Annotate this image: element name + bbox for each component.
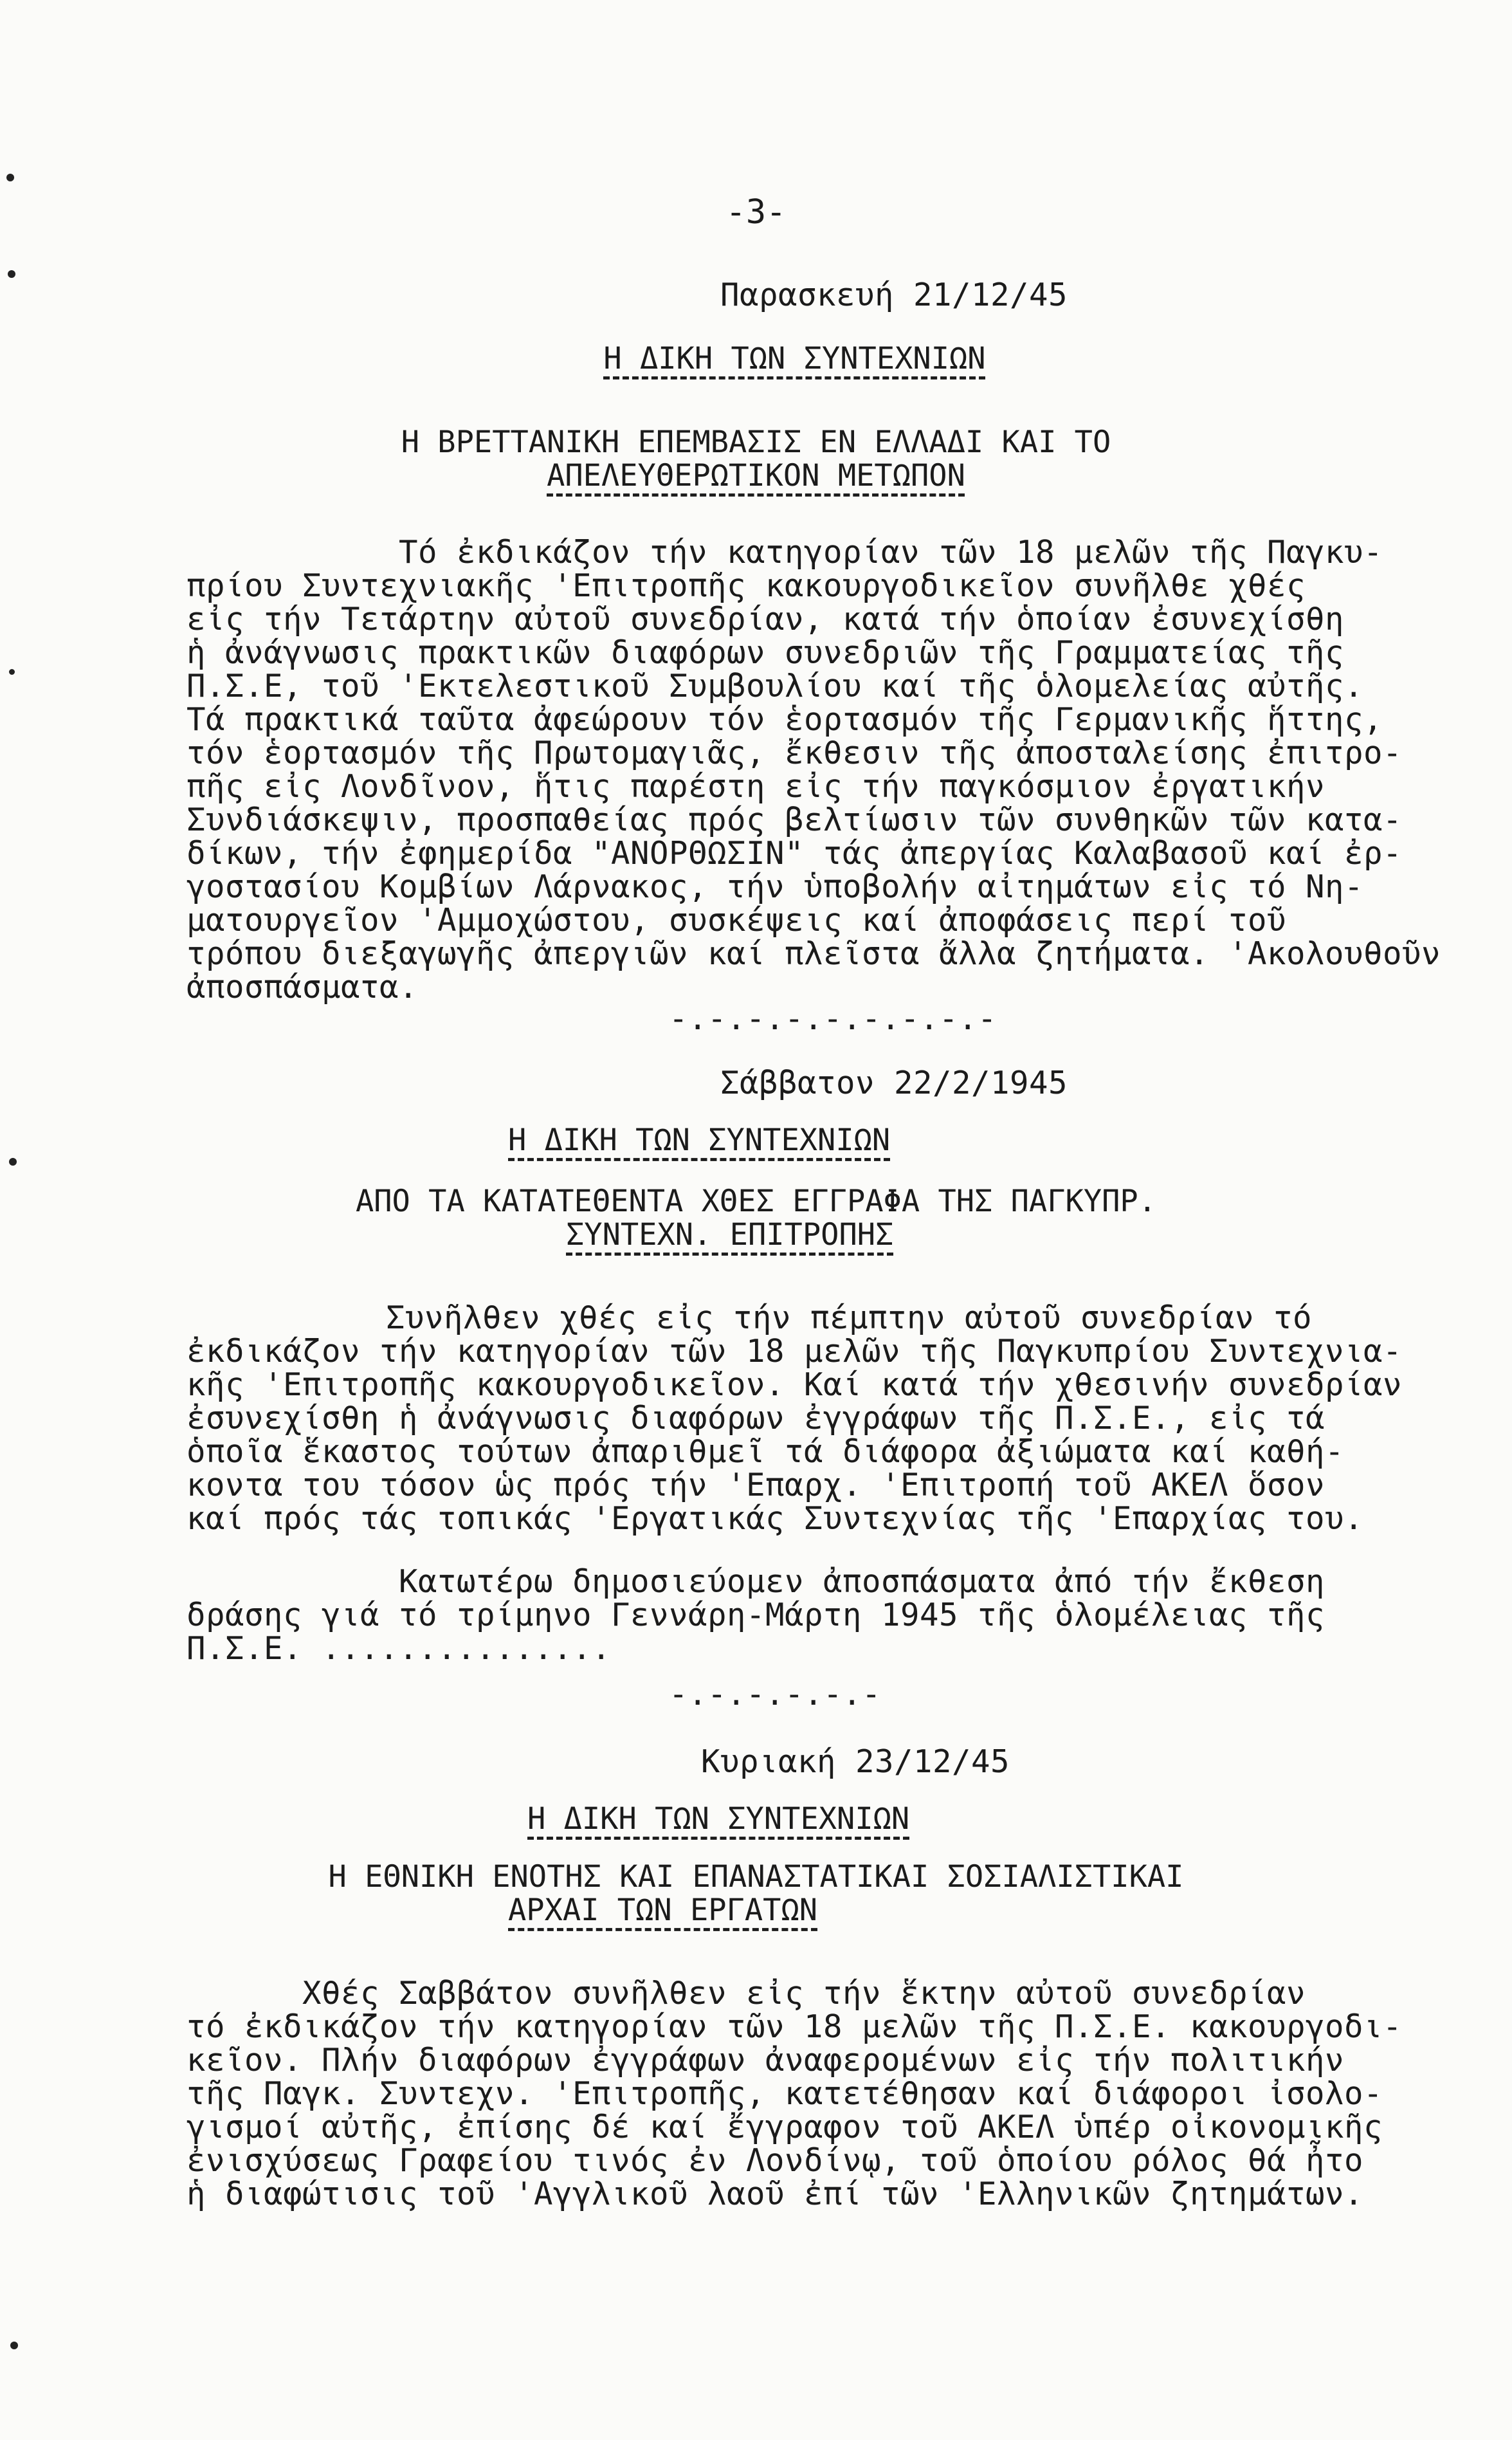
section-3-series-title: Η ΔΙΚΗ ΤΩΝ ΣΥΝΤΕΧΝΙΩΝ <box>527 1801 910 1837</box>
section-3-headline-line-2: ΑΡΧΑΙ ΤΩΝ ΕΡΓΑΤΩΝ <box>508 1893 818 1928</box>
paragraph-line: ἐνισχύσεως Γραφείου τινός ἐν Λονδίνῳ, τοῦ ὁποίου ρόλος θά ἦτο <box>187 2142 1364 2179</box>
paragraph-line: τῆς Παγκ. Συντεχν. 'Επιτροπῆς, κατετέθησαν καί διάφοροι ἰσολο- <box>187 2075 1383 2112</box>
section-1-headline-line-2: ΑΠΕΛΕΥΘΕΡΩΤΙΚΟΝ ΜΕΤΩΠΟΝ <box>547 458 965 493</box>
paragraph-line: κεῖον. Πλήν διαφόρων ἐγγράφων ἀναφερομένων εἰς τήν πολιτικήν <box>187 2042 1345 2078</box>
section-3-headline-line-1: Η ΕΘΝΙΚΗ ΕΝΟΤΗΣ ΚΑΙ ΕΠΑΝΑΣΤΑΤΙΚΑΙ ΣΟΣΙΑΛΙΣΤΙΚΑΙ <box>328 1859 1184 1894</box>
scan-speck <box>10 2342 18 2349</box>
paragraph-line: ἡ ἀνάγνωσις πρακτικῶν διαφόρων συνεδριῶν τῆς Γραμματείας τῆς <box>187 634 1345 671</box>
paragraph-line: Συνδιάσκεψιν, προσπαθείας πρός βελτίωσιν τῶν συνθηκῶν τῶν κατα- <box>187 802 1403 838</box>
section-2-headline-line-1: ΑΠΟ ΤΑ ΚΑΤΑΤΕΘΕΝΤΑ ΧΘΕΣ ΕΓΓΡΑΦΑ ΤΗΣ ΠΑΓΚΥΠΡ. <box>355 1184 1157 1219</box>
section-2-separator: -.-.-.-.-.- <box>669 1676 882 1712</box>
scan-speck <box>8 270 15 278</box>
paragraph-line: γισμοί αὐτῆς, ἐπίσης δέ καί ἔγγραφον τοῦ ΑΚΕΛ ὑπέρ οἰκονομικῆς <box>187 2109 1383 2145</box>
paragraph-line: ἐκδικάζον τήν κατηγορίαν τῶν 18 μελῶν τῆς Παγκυπρίου Συντεχνια- <box>187 1333 1403 1370</box>
paragraph-line: εἰς τήν Τετάρτην αὐτοῦ συνεδρίαν, κατά τήν ὁποίαν ἐσυνεχίσθη <box>187 601 1345 638</box>
section-1-series-title: Η ΔΙΚΗ ΤΩΝ ΣΥΝΤΕΧΝΙΩΝ <box>603 341 986 376</box>
section-1-date: Παρασκευή 21/12/45 <box>720 277 1068 313</box>
paragraph-line: κῆς 'Επιτροπῆς κακουργοδικεῖον. Καί κατά τήν χθεσινήν συνεδρίαν <box>187 1366 1403 1403</box>
section-1-headline-line-1: Η ΒΡΕΤΤΑΝΙΚΗ ΕΠΕΜΒΑΣΙΣ ΕΝ ΕΛΛΑΔΙ ΚΑΙ ΤΟ <box>401 425 1111 460</box>
paragraph-line: Τό ἐκδικάζον τήν κατηγορίαν τῶν 18 μελῶν τῆς Παγκυ- <box>399 534 1383 571</box>
paragraph-line: τόν ἑορτασμόν τῆς Πρωτομαγιᾶς, ἔκθεσιν τῆς ἀποσταλείσης ἐπιτρο- <box>187 735 1403 771</box>
scan-speck <box>9 1158 17 1166</box>
paragraph-line: Π.Σ.Ε, τοῦ 'Εκτελεστικοῦ Συμβουλίου καί τῆς ὁλομελείας αὐτῆς. <box>187 668 1364 704</box>
paragraph-line: Χθές Σαββάτον συνῆλθεν εἰς τήν ἕκτην αὐτοῦ συνεδρίαν <box>302 1975 1306 2012</box>
paragraph-line: δράσης γιά τό τρίμηνο Γεννάρη-Μάρτη 1945 τῆς ὁλομέλειας τῆς <box>187 1597 1325 1633</box>
paragraph-line: γοστασίου Κομβίων Λάρνακος, τήν ὑποβολήν αἰτημάτων εἰς τό Νη- <box>187 868 1364 905</box>
section-2-series-title: Η ΔΙΚΗ ΤΩΝ ΣΥΝΤΕΧΝΙΩΝ <box>508 1123 891 1158</box>
scan-speck <box>9 669 15 675</box>
paragraph-line: ματουργεῖον 'Αμμοχώστου, συσκέψεις καί ἀποφάσεις περί τοῦ <box>187 902 1287 939</box>
paragraph-line: τό ἐκδικάζον τήν κατηγορίαν τῶν 18 μελῶν τῆς Π.Σ.Ε. κακουργοδι- <box>187 2008 1403 2045</box>
section-2-date: Σάββατον 22/2/1945 <box>720 1065 1068 1101</box>
paragraph-line: τρόπου διεξαγωγῆς ἀπεργιῶν καί πλεῖστα ἄλλα ζητήματα. 'Ακολουθοῦν <box>187 935 1441 972</box>
paragraph-line: ἐσυνεχίσθη ἡ ἀνάγνωσις διαφόρων ἐγγράφων τῆς Π.Σ.Ε., εἰς τά <box>187 1400 1325 1436</box>
paragraph-line: πρίου Συντεχνιακῆς 'Επιτροπῆς κακουργοδικεῖον συνῆλθε χθές <box>187 567 1306 604</box>
paragraph-line: Τά πρακτικά ταῦτα ἀφεώρουν τόν ἑορτασμόν τῆς Γερμανικῆς ἥττης, <box>187 701 1383 738</box>
paragraph-line: καί πρός τάς τοπικάς 'Εργατικάς Συντεχνίας τῆς 'Επαρχίας του. <box>187 1500 1364 1537</box>
paragraph-line: ἡ διαφώτισις τοῦ 'Αγγλικοῦ λαοῦ ἐπί τῶν 'Ελληνικῶν ζητημάτων. <box>187 2176 1364 2212</box>
paragraph-line: ἀποσπάσματα. <box>187 969 419 1005</box>
paragraph-line: Π.Σ.Ε. ............... <box>187 1630 612 1667</box>
paragraph-line: πῆς εἰς Λονδῖνον, ἥτις παρέστη εἰς τήν παγκόσμιον ἐργατικήν <box>187 768 1325 805</box>
section-3-date: Κυριακή 23/12/45 <box>701 1743 1010 1780</box>
paragraph-line: κοντα του τόσον ὡς πρός τήν 'Επαρχ. 'Επιτροπή τοῦ ΑΚΕΛ ὅσον <box>187 1467 1325 1503</box>
scan-speck <box>6 174 14 181</box>
paragraph-line: δίκων, τήν ἐφημερίδα "ΑΝΟΡΘΩΣΙΝ" τάς ἀπεργίας Καλαβασοῦ καί ἐρ- <box>187 835 1403 872</box>
paragraph-line: ὁποῖα ἕκαστος τούτων ἀπαριθμεῖ τά διάφορα ἀξιώματα καί καθή- <box>187 1433 1345 1470</box>
section-1-separator: -.-.-.-.-.-.-.-.- <box>669 1000 997 1037</box>
section-2-headline-line-2: ΣΥΝΤΕΧΝ. ΕΠΙΤΡΟΠΗΣ <box>566 1217 894 1252</box>
paragraph-line: Συνῆλθεν χθές εἰς τήν πέμπτην αὐτοῦ συνεδρίαν τό <box>386 1299 1313 1336</box>
page-number: -3- <box>725 193 787 232</box>
paragraph-line: Κατωτέρω δημοσιεύομεν ἀποσπάσματα ἀπό τήν ἔκθεση <box>399 1563 1325 1600</box>
